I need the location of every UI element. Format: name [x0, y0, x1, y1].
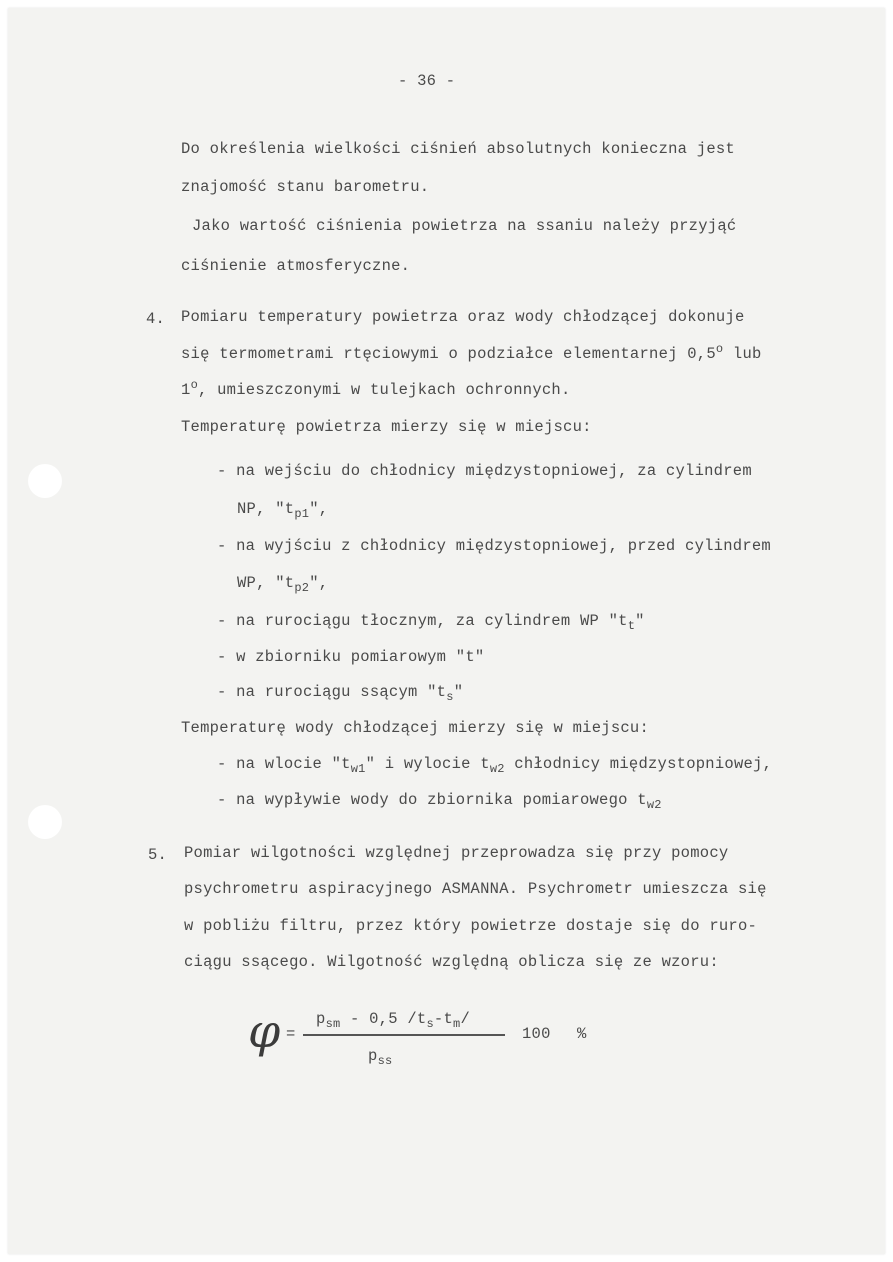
- intro-line: ciśnienie atmosferyczne.: [181, 257, 411, 275]
- list-item: - na rurociągu ssącym "$t_s$": [217, 683, 464, 705]
- list-item: - na wyjściu z chłodnicy międzystopniowej, przed cylindrem: [217, 537, 771, 555]
- paragraph-line: się termometrami rtęciowymi o podziałce elementarnej 0,5$^o$ lub: [181, 341, 762, 363]
- punch-hole: [28, 805, 62, 839]
- item-number: 5.: [148, 846, 168, 864]
- page-number: - 36 -: [398, 72, 456, 90]
- formula-numerator: $p_{sm} - 0,5$ $/t_s-t_m/$: [316, 1010, 471, 1032]
- intro-line: znajomość stanu barometru.: [181, 178, 430, 196]
- paragraph-line: w pobliżu filtru, przez który powietrze dostaje się do ruro-: [184, 917, 758, 935]
- formula-denominator: $p_{ss}$: [368, 1047, 393, 1069]
- formula-factor: 100: [522, 1025, 551, 1043]
- paragraph-line: psychrometru aspiracyjnego ASMANNA. Psychrometr umieszcza się: [184, 880, 767, 898]
- list-item: - na rurociągu tłocznym, za cylindrem WP "$t_t$": [217, 612, 645, 634]
- fraction-bar: [303, 1034, 505, 1036]
- punch-hole: [28, 464, 62, 498]
- list-item: - w zbiorniku pomiarowym "t": [217, 648, 485, 666]
- paragraph-line: 1$^o$, umieszczonymi w tulejkach ochronnych.: [181, 377, 571, 399]
- intro-line: Jako wartość ciśnienia powietrza na ssaniu należy przyjąć: [192, 217, 737, 235]
- paragraph-line: Pomiar wilgotności względnej przeprowadza się przy pomocy: [184, 844, 729, 862]
- list-item: WP, "$t_{p2}$",: [237, 574, 329, 596]
- list-item: - na wypływie wody do zbiornika pomiarowego $t_{w2}$: [217, 791, 662, 813]
- phi-symbol: φ: [248, 1004, 281, 1058]
- list-item: - na wlocie "$t_{w1}$" i wylocie $t_{w2}$ chłodnicy międzystopniowej,: [217, 755, 773, 777]
- intro-line: Do określenia wielkości ciśnień absolutnych konieczna jest: [181, 140, 735, 158]
- list-item: - na wejściu do chłodnicy międzystopniowej, za cylindrem: [217, 462, 752, 480]
- section-heading: Temperaturę powietrza mierzy się w miejscu:: [181, 418, 592, 436]
- section-heading: Temperaturę wody chłodzącej mierzy się w miejscu:: [181, 719, 650, 737]
- document-page: [8, 8, 885, 1254]
- equals-sign: =: [286, 1025, 296, 1043]
- list-item: NP, "$t_{p1}$",: [237, 500, 329, 522]
- paragraph-line: ciągu ssącego. Wilgotność względną oblicza się ze wzoru:: [184, 953, 719, 971]
- percent-unit: %: [577, 1025, 587, 1043]
- item-number: 4.: [146, 310, 166, 328]
- paragraph-line: Pomiaru temperatury powietrza oraz wody chłodzącej dokonuje: [181, 308, 745, 326]
